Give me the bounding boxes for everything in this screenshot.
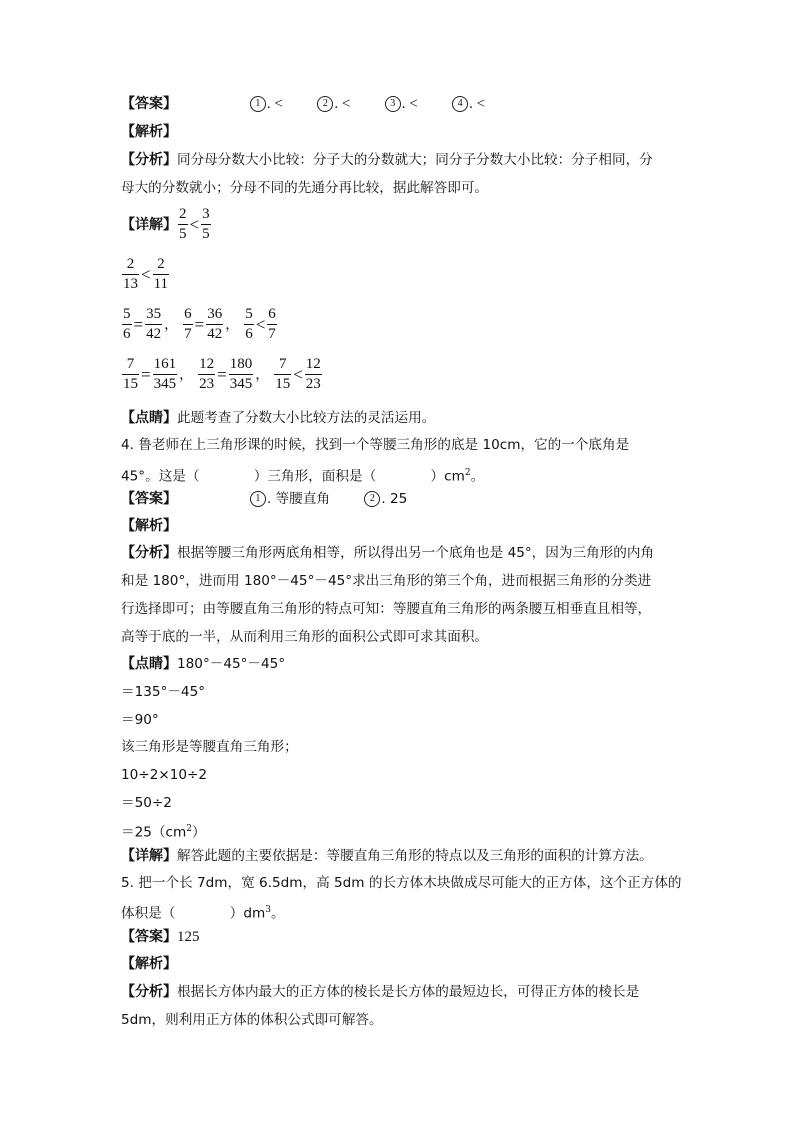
fraction: $\frac{12}{23}$ (305, 356, 321, 392)
xiangjie-label: 【详解】 (121, 216, 177, 233)
q3-answer-1: 1 . < (250, 95, 283, 113)
fenxi-label: 【分析】 (121, 984, 177, 1000)
operator: < (141, 264, 151, 284)
q3-answer-4: 4 . < (452, 95, 485, 113)
operator: < (293, 364, 303, 384)
fraction: $\frac{7}{15}$ (275, 356, 291, 392)
operator: < (255, 314, 266, 334)
q4-calc-line3: ＝90° (121, 712, 159, 728)
q3-detail-row3 (121, 306, 278, 343)
q5-answer-line (121, 928, 200, 946)
fenxi-label: 【分析】 (121, 152, 177, 168)
fraction: $\frac{2}{5}$ (179, 206, 187, 242)
answer-label: 【答案】 (121, 929, 177, 945)
fraction: $\frac{2}{11}$ (153, 256, 169, 292)
q4-jiexi-line (121, 517, 177, 535)
dianjing-label: 【点睛】 (121, 410, 177, 426)
q4-fenxi-line2: 和是 180°，进而用 180°－45°－45°求出三角形的第三个角，进而根据三角形的分类进 (121, 573, 652, 589)
q5-answer-value: 125 (177, 929, 200, 945)
q3-jiexi-line (121, 123, 177, 141)
q4-calc-line6: ＝50÷2 (121, 795, 172, 811)
fraction: $\frac{12}{23}$ (199, 356, 215, 392)
answer-label: 【答案】 (121, 491, 177, 507)
q5-question-line1: 5. 把一个长 7dm，宽 6.5dm，高 5dm 的长方体木块做成尽可能大的正方体，这个正方体的 (121, 875, 682, 891)
q3-detail-row2 (121, 256, 170, 293)
q4-fenxi-line3: 行选择即可；由等腰直角三角形的特点可知：等腰直角三角形的两条腰互相垂直且相等， (121, 601, 652, 617)
fraction: $\frac{5}{6}$ (123, 306, 131, 342)
operator: = (194, 314, 205, 334)
q4-xiangjie-line: 【详解】解答此题的主要依据是：等腰直角三角形的特点以及三角形的面积的计算方法。 (121, 848, 653, 864)
fraction: $\frac{2}{13}$ (123, 256, 138, 292)
answer-label: 【答案】 (121, 96, 177, 112)
fraction: $\frac{6}{7}$ (184, 306, 192, 342)
fraction: $\frac{7}{15}$ (123, 356, 138, 392)
q3-answer-3: 3 . < (385, 95, 418, 113)
q3-answer-line (121, 95, 485, 113)
fraction: $\frac{5}{6}$ (245, 306, 253, 342)
fenxi-label: 【分析】 (121, 545, 177, 561)
jiexi-label: 【解析】 (121, 956, 177, 972)
q4-question-line1: 4. 鲁老师在上三角形课的时候，找到一个等腰三角形的底是 10cm，它的一个底角是 (121, 437, 630, 453)
operator: < (189, 214, 200, 234)
fraction: $\frac{180}{345}$ (229, 356, 253, 392)
q4-calc-line2: ＝135°－45° (121, 684, 206, 700)
q4-calc-line7: $=25(cm^2)$ (121, 824, 206, 841)
jiexi-label: 【解析】 (121, 124, 177, 140)
fraction: $\frac{36}{42}$ (207, 306, 223, 342)
fraction: $\frac{35}{42}$ (146, 306, 162, 342)
q4-fenxi-line1: 【分析】根据等腰三角形两底角相等，所以得出另一个底角也是 45°，因为三角形的内角 (121, 545, 655, 561)
comma: ， (179, 366, 194, 383)
q4-answer-2: 2 . 25 (364, 490, 407, 508)
q4-answer-line (121, 490, 407, 508)
q5-fenxi-line1: 【分析】根据长方体内最大的正方体的棱长是长方体的最短边长，可得正方体的棱长是 (121, 984, 640, 1000)
q5-jiexi-line (121, 955, 177, 973)
comma: ， (225, 316, 240, 333)
dianjing-label: 【点睛】 (121, 656, 177, 672)
q4-fenxi-line4: 高等于底的一半，从而利用三角形的面积公式即可求其面积。 (121, 629, 489, 645)
fraction: $\frac{6}{7}$ (268, 306, 276, 342)
q3-detail-row1 (121, 206, 212, 243)
operator: = (133, 314, 144, 334)
q3-fenxi-line2: 母大的分数就小；分母不同的先通分再比较，据此解答即可。 (121, 180, 489, 196)
comma: ， (255, 366, 270, 383)
q4-question-line2: 45°。这是（ ）三角形，面积是（ ）$cm^2$。 (121, 468, 485, 485)
q5-fenxi-line2: 5dm，则利用正方体的体积公式即可解答。 (121, 1012, 383, 1028)
jiexi-label: 【解析】 (121, 518, 177, 534)
q5-question-line2: 体积是（ ）$dm^3$。 (121, 905, 285, 922)
q4-calc-line5: 10÷2×10÷2 (121, 767, 208, 783)
operator: = (141, 364, 151, 384)
q4-calc-line4: 该三角形是等腰直角三角形； (121, 739, 298, 755)
fraction: $\frac{161}{345}$ (153, 356, 177, 392)
q3-detail-row4 (121, 356, 323, 393)
fraction: $\frac{3}{5}$ (202, 206, 210, 242)
operator: = (217, 364, 227, 384)
q3-fenxi-line1: 【分析】同分母分数大小比较：分子大的分数就大；同分子分数大小比较：分子相同，分 (121, 152, 653, 168)
comma: ， (164, 316, 179, 333)
q3-dianjing-line: 【点睛】此题考查了分数大小比较方法的灵活运用。 (121, 410, 436, 426)
xiangjie-label: 【详解】 (121, 848, 177, 864)
q4-dianjing-line: 【点睛】180°－45°－45° (121, 656, 286, 672)
q4-answer-1: 1 . 等腰直角 (250, 490, 330, 508)
q3-answer-2: 2 . < (317, 95, 350, 113)
